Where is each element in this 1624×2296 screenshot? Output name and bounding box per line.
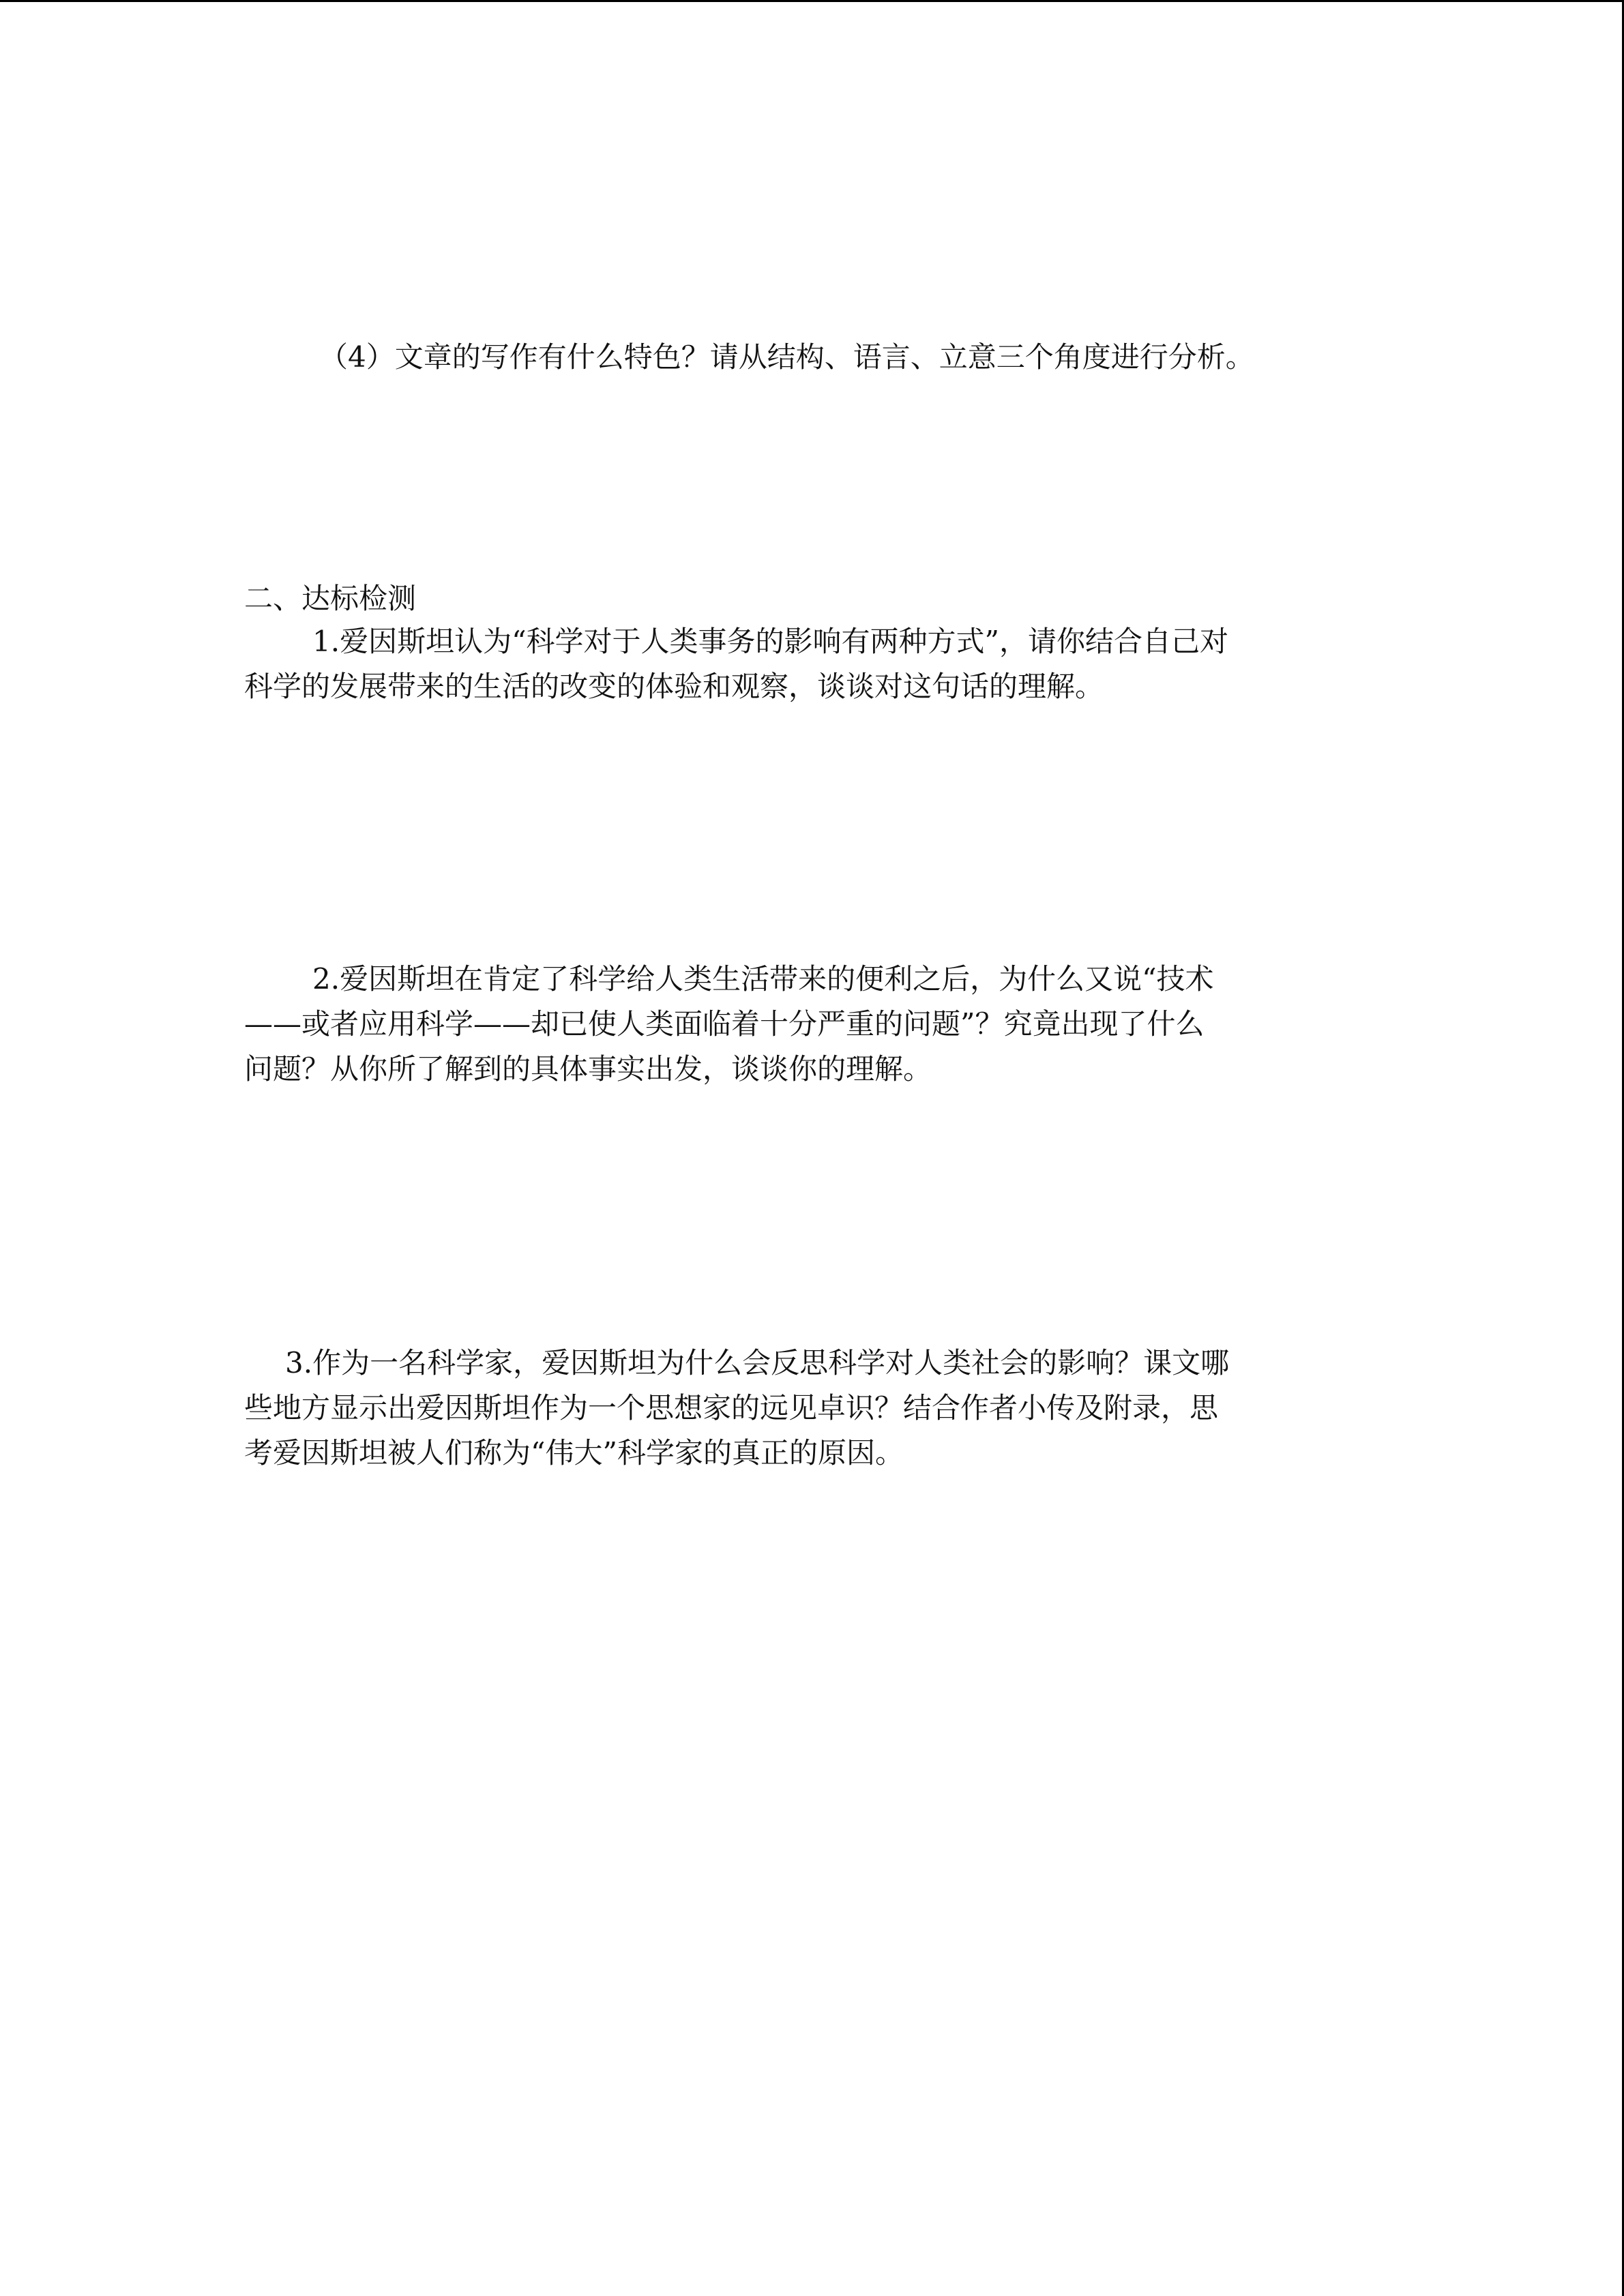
question-3 [244,1341,1229,1476]
question-2-line-1: 2.爱因斯坦在肯定了科学给人类生活带来的便利之后，为什么又说“技术 [312,962,1214,996]
question-2-line-2: ——或者应用科学——却已使人类面临着十分严重的问题”？究竟出现了什么 [244,1007,1205,1041]
question-1-line-2: 科学的发展带来的生活的改变的体验和观察，谈谈对这句话的理解。 [244,670,1104,703]
question-1 [244,619,1228,709]
question-3-line-3: 考爱因斯坦被人们称为“伟大”科学家的真正的原因。 [244,1436,904,1470]
question-3-line-1: 3.作为一名科学家，爱因斯坦为什么会反思科学对人类社会的影响？课文哪 [285,1346,1230,1380]
question-4-text: （4）文章的写作有什么特色？请从结构、语言、立意三个角度进行分析。 [319,340,1254,374]
question-4 [319,335,1254,380]
question-2-line-3: 问题？从你所了解到的具体事实出发，谈谈你的理解。 [244,1052,932,1086]
section-title-text: 二、达标检测 [244,582,417,615]
question-2 [244,957,1214,1092]
section-title [244,576,416,621]
question-3-line-2: 些地方显示出爱因斯坦作为一个思想家的远见卓识？结合作者小传及附录，思 [244,1391,1219,1425]
question-1-line-1: 1.爱因斯坦认为“科学对于人类事务的影响有两种方式”，请你结合自己对 [312,625,1229,658]
